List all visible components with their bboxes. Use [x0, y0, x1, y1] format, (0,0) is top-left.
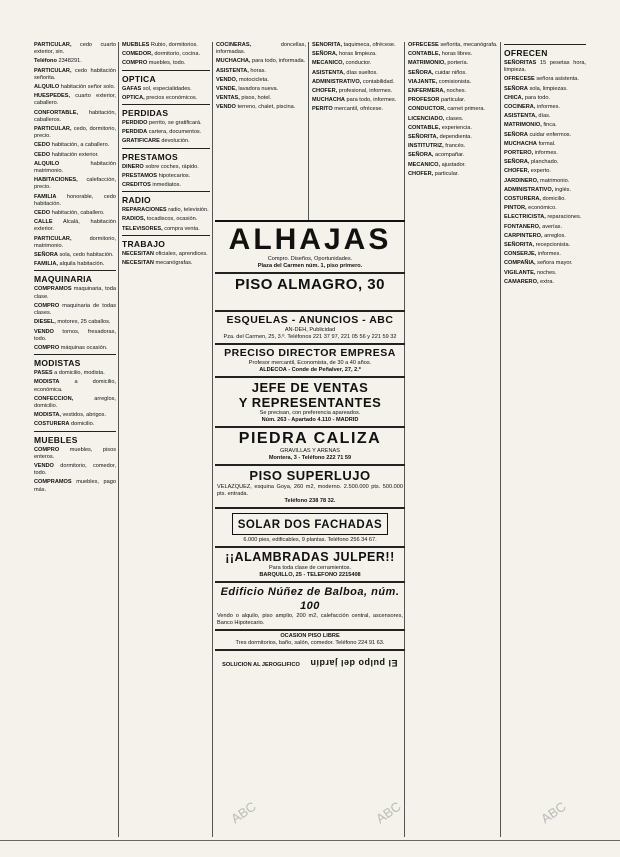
ad-ocasion-sub: Tres dormitorios, baño, salón, comedor. Teléfono 224 91 63. — [235, 640, 385, 646]
watermark: ABC — [373, 798, 404, 827]
section-heading: OPTICA — [122, 73, 156, 84]
column-5 — [408, 42, 498, 837]
ad-solar-sub: 6.000 pies, edificables, 9 plantas. Teléfono 256 34 67. — [243, 537, 377, 543]
classified-ad: NECESITAN oficiales, aprendices. — [122, 250, 208, 257]
classified-ad: MUCHACHA formal. — [504, 140, 556, 147]
ad-alhajas-addr: Plaza del Carmen núm. 1, piso primero. — [257, 263, 363, 269]
classified-ad: COSTURERA, domicilio. — [504, 196, 566, 203]
classified-ad: HABITACIONES, calefacción, precio. — [34, 177, 116, 191]
classified-ad: CONDUCTOR, carnet primera. — [408, 106, 485, 113]
classified-ad: CONSERJE, informes. — [504, 251, 561, 258]
ad-jefe-title2: Y REPRESENTANTES — [238, 395, 382, 410]
ad-solar — [215, 508, 405, 547]
classified-ad: COSTURERA domicilio. — [34, 421, 95, 428]
classified-ad: CEDO habitación, caballero. — [34, 210, 105, 217]
classified-ad: MUEBLES Rubio, dormitorios. — [122, 42, 198, 48]
ad-jefe-addr: Núm. 263 - Apartado 4.110 - MADRID — [261, 417, 359, 423]
ad-solucion-title: SOLUCION AL JEROGLIFICO — [222, 662, 300, 668]
classified-ad: MUCHACHA para todo, informes. — [312, 97, 397, 104]
section-rule — [34, 431, 116, 432]
classified-ad: ALQUILO habitación señor solo. — [34, 84, 116, 91]
classified-ad: VENDO terreno, chalet, piscina. — [216, 104, 296, 111]
classified-ad: CONFECCION, arreglos, domicilio. — [34, 395, 116, 409]
column-rule — [308, 42, 309, 222]
section-heading: MUEBLES — [34, 434, 78, 445]
section-heading: PRESTAMOS — [122, 151, 178, 162]
ad-balboa-sub: Vendo o alquilo, piso amplio, 200 m2, calefacción central, ascensores, Banco Hipotecario. — [217, 613, 403, 626]
classified-ad: PERITO mercantil, ofrécese. — [312, 106, 384, 113]
classified-ad: GRATIFICARE devolución. — [122, 138, 190, 145]
classified-ad: DINERO sobre coches, rápido. — [122, 163, 199, 170]
classified-ad: INSTITUTRIZ, francés. — [408, 143, 466, 150]
classified-ad: CHICA, para todo. — [504, 94, 551, 101]
classified-ad: PASES a domicilio, modista. — [34, 370, 105, 377]
classified-ad: CALLE Alcalá, habitación exterior. — [34, 219, 116, 233]
classified-ad: CHOFER, experto. — [504, 168, 551, 175]
section-heading: OFRECEN — [504, 48, 548, 58]
column-rule — [500, 42, 501, 837]
ad-superlujo-sub: VELAZQUEZ, esquina Goya, 260 m2, moderno. 2.500.000 pts. 500.000 pts. entrada. — [217, 484, 403, 497]
classified-ad: MECANICO, ajustador. — [408, 161, 466, 168]
classified-ad: PARTICULAR, cedo habitación señorita. — [34, 67, 116, 81]
classified-ad: Teléfono 2348291. — [34, 58, 82, 65]
display-ads — [215, 220, 405, 673]
ad-piedra-title: PIEDRA CALIZA — [238, 430, 382, 447]
classified-ad: OFRECESE señora asistenta. — [504, 76, 579, 83]
classified-ad: ADMINISTRATIVO, contabilidad. — [312, 78, 395, 85]
classified-ad: ELECTRICISTA, reparaciones. — [504, 214, 582, 221]
ad-director-sub: Profesor mercantil, Economista, de 30 a 40 años. — [248, 360, 372, 366]
section-heading: MODISTAS — [34, 358, 81, 369]
section-rule — [122, 104, 210, 105]
ad-julper-title: ¡¡ALAMBRADAS JULPER!! — [225, 550, 395, 564]
watermark: ABC — [538, 798, 569, 827]
classified-ad: CHOFER, profesional, informes. — [312, 88, 393, 95]
classified-ad: VENDO dormitorio, comedor, todo. — [34, 462, 116, 477]
classified-ad: PORTERO, informes. — [504, 150, 558, 157]
classified-ad: PINTOR, económico. — [504, 205, 557, 212]
section-rule — [122, 148, 210, 149]
ad-alhajas-sub: Compro. Diseños, Oportunidades. — [267, 256, 353, 262]
classified-ad: ASISTENTA, horas. — [216, 67, 266, 74]
classified-ad: CEDO habitación, a caballero. — [34, 142, 110, 149]
classified-ad: RADIOS, tocadiscos, ocasión. — [122, 216, 198, 223]
column-2 — [122, 42, 210, 837]
classified-ad: ADMINISTRATIVO, inglés. — [504, 186, 572, 193]
classified-ad: VENDE, lavadora nueva. — [216, 86, 279, 93]
column-rule — [212, 42, 213, 837]
ad-julper-sub: Para toda clase de cerramientos. — [268, 565, 352, 571]
classified-ad: CARPINTERO, arreglos. — [504, 232, 566, 239]
ad-jefe-sub: Se precisan, con preferencia apareados. — [259, 410, 361, 416]
ad-piedra-addr: Montera, 3 - Teléfono 222 71 59 — [268, 455, 352, 461]
classified-ad: COMPAÑIA, señora mayor. — [504, 260, 573, 267]
ad-jefe-title: JEFE DE VENTAS — [251, 380, 369, 395]
classified-ad: MATRIMONIO, finca. — [504, 122, 557, 129]
ad-solar-title: SOLAR DOS FACHADAS — [237, 519, 383, 531]
classified-ad: OPTICA, precios económicos. — [122, 94, 198, 101]
classified-ad: SEÑORA sola, limpiezas. — [504, 85, 568, 92]
classified-ad: PARTICULAR, dormitorio, matrimonio. — [34, 235, 116, 249]
classified-ad: HUESPEDES, cuarto exterior, caballero. — [34, 93, 116, 107]
classified-ad: PARTICULAR, cedo cuarto exterior, sin. — [34, 42, 116, 56]
ad-solucion — [215, 650, 405, 673]
bottom-rule — [0, 840, 620, 841]
ad-esquelas — [215, 311, 405, 344]
classified-ad: COCINERAS, doncellas, informadas. — [216, 42, 306, 56]
classified-ad: SEÑORITA, dependienta. — [408, 134, 472, 141]
ad-julper — [215, 547, 405, 582]
classified-ad: SEÑORA, cuidar niños. — [408, 69, 467, 76]
classified-ad: SEÑORA, acompañar. — [408, 152, 465, 159]
classified-ad: PARTICULAR, cedo, dormitorio, precio. — [34, 126, 116, 140]
classified-ad: NECESITAN mecanógrafas. — [122, 260, 193, 267]
section-rule — [34, 270, 116, 271]
classified-ad: SEÑORA, horas limpieza. — [312, 51, 377, 58]
section-rule — [122, 235, 210, 236]
ad-solucion-sub: El pulpo del jardín — [310, 658, 398, 668]
classified-ad: CONTABLE, horas libres. — [408, 51, 473, 58]
classified-ad: FAMILIA, alquila habitación. — [34, 261, 105, 268]
ad-julper-addr: BARQUILLO, 25 - TELEFONO 2215408 — [259, 572, 361, 578]
ad-piedra-sub: GRAVILLAS Y ARENAS — [279, 448, 340, 454]
classified-ad: SEÑORA, planchado. — [504, 159, 559, 166]
section-heading: RADIO — [122, 195, 151, 206]
ad-ocasion-title: OCASION PISO LIBRE — [280, 633, 340, 639]
ad-almagro — [215, 273, 405, 311]
classified-ad: SEÑORITAS 15 pesetas hora, limpieza. — [504, 60, 586, 74]
classified-ad: MODISTA a domicilio, económica. — [34, 379, 116, 393]
ad-superlujo-addr: Teléfono 238 78 32. — [284, 498, 336, 504]
classified-ad: CONTABLE, experiencia. — [408, 124, 472, 131]
classified-ad: SEÑORITA, recepcionista. — [504, 242, 571, 249]
ad-superlujo — [215, 465, 405, 508]
classified-ad: SEÑORA cuidar enfermos. — [504, 131, 572, 138]
classified-ad: COMPRO maquinaria de todas clases. — [34, 302, 116, 317]
classified-ad: COMPRAMOS maquinaria, toda clase. — [34, 286, 116, 300]
ad-alhajas-title: ALHAJAS — [228, 223, 392, 256]
classified-ad: CREDITOS inmediatos. — [122, 182, 181, 189]
ad-superlujo-title: PISO SUPERLUJO — [249, 468, 371, 483]
ad-esquelas-sub: AN-DEH, Publicidad — [284, 327, 336, 333]
section-rule — [122, 70, 210, 71]
classified-ad: MODISTA, vestidos, abrigos. — [34, 412, 107, 419]
column-rule — [118, 42, 119, 837]
classified-ad: CHOFER, particular. — [408, 170, 459, 177]
classified-ad: COMPRO muebles, pisos enteros. — [34, 446, 116, 460]
section-rule — [504, 44, 586, 45]
ad-almagro-filler — [217, 294, 403, 308]
classified-ad: MUCHACHA, para todo, informada. — [216, 58, 306, 65]
classified-ad: TELEVISORES, compra venta. — [122, 225, 200, 232]
section-rule — [122, 191, 210, 192]
classified-ad: MECANICO, conductor. — [312, 60, 372, 67]
ad-piedra — [215, 427, 405, 465]
classified-ad: COMPRAMOS muebles, pago más. — [34, 479, 116, 493]
classified-ad: FAMILIA honorable, cedo habitación. — [34, 193, 116, 207]
classified-ad: VENDO, motocicleta. — [216, 76, 269, 83]
column-3 — [216, 42, 306, 220]
section-heading: MAQUINARIA — [34, 274, 93, 285]
ad-almagro-title: PISO ALMAGRO, 30 — [235, 276, 385, 293]
classified-ad: REPARACIONES radio, televisión. — [122, 207, 209, 214]
classified-ad: MATRIMONIO, portería. — [408, 60, 469, 67]
ad-solar-frame — [232, 513, 388, 535]
classified-ad: COMPRO muebles, todo. — [122, 60, 186, 67]
classified-ad: OFRECESE señorita, mecanógrafa. — [408, 42, 498, 48]
classified-ad: ASISTENTA, días sueltos. — [312, 69, 378, 76]
ad-director-addr: ALDECOA - Conde de Peñalver, 27, 2.º — [259, 367, 361, 373]
classified-ad: JARDINERO, matrimonio. — [504, 177, 570, 184]
classified-ad: COCINERA, informes. — [504, 104, 560, 111]
section-heading: PERDIDAS — [122, 108, 169, 119]
classified-ad: LICENCIADO, clases. — [408, 115, 464, 122]
ad-esquelas-title: ESQUELAS - ANUNCIOS - ABC — [226, 314, 394, 326]
classified-ad: SEÑORA sola, cedo habitación. — [34, 252, 114, 259]
classified-ad: CONFORTABLE, habitación, caballeros. — [34, 109, 116, 123]
ad-ocasion — [215, 630, 405, 650]
section-rule — [34, 354, 116, 355]
ad-director — [215, 344, 405, 377]
classified-ad: VENTAS, pisos, hotel. — [216, 95, 272, 102]
classified-ad: GAFAS sol, especialidades. — [122, 85, 192, 92]
ad-balboa-title: Edificio Núñez de Balboa, núm. 100 — [220, 586, 400, 612]
ad-director-title: PRECISO DIRECTOR EMPRESA — [224, 347, 396, 359]
ad-alhajas — [215, 220, 405, 273]
ad-balboa — [215, 582, 405, 630]
classified-ad: CAMARERO, extra. — [504, 278, 555, 285]
classified-ad: ASISTENTA, días. — [504, 113, 551, 120]
ad-jefe-ventas — [215, 377, 405, 427]
classified-ad: COMPRO máquinas ocasión. — [34, 344, 108, 351]
classified-ad: COMEDOR, dormitorio, cocina. — [122, 51, 201, 58]
section-heading: TRABAJO — [122, 238, 166, 249]
classified-ad: PERDIDO perrito, se gratificará. — [122, 120, 202, 127]
classified-ad: PERDIDA cartera, documentos. — [122, 129, 202, 136]
classified-ad: SEÑORITA, taquimeca, ofrécese. — [312, 42, 396, 48]
classified-ad: PROFESOR particular. — [408, 97, 466, 104]
classified-ad: FONTANERO, averías. — [504, 223, 563, 230]
classified-ad: CEDO habitación exterior. — [34, 151, 99, 158]
ad-esquelas-addr: Pza. del Carmen, 25, 3.º. Teléfonos 221 37 97, 221 05 56 y 221 59 32 — [223, 334, 397, 340]
classified-ad: PRESTAMOS hipotecarios. — [122, 172, 191, 179]
column-4 — [312, 42, 402, 220]
column-6 — [504, 42, 586, 837]
classified-ad: ALQUILO habitación matrimonio. — [34, 160, 116, 175]
classified-ad: VENDO tornos, fresadoras, todo. — [34, 328, 116, 342]
classified-ad: VIAJANTE, comisionista. — [408, 78, 472, 85]
classified-ad: ENFERMERA, noches. — [408, 88, 467, 95]
column-1 — [34, 42, 116, 837]
classified-ad: VIGILANTE, noches. — [504, 269, 557, 276]
classified-ad: DIESEL, motores, 25 caballos. — [34, 319, 111, 326]
watermark: ABC — [228, 798, 259, 827]
